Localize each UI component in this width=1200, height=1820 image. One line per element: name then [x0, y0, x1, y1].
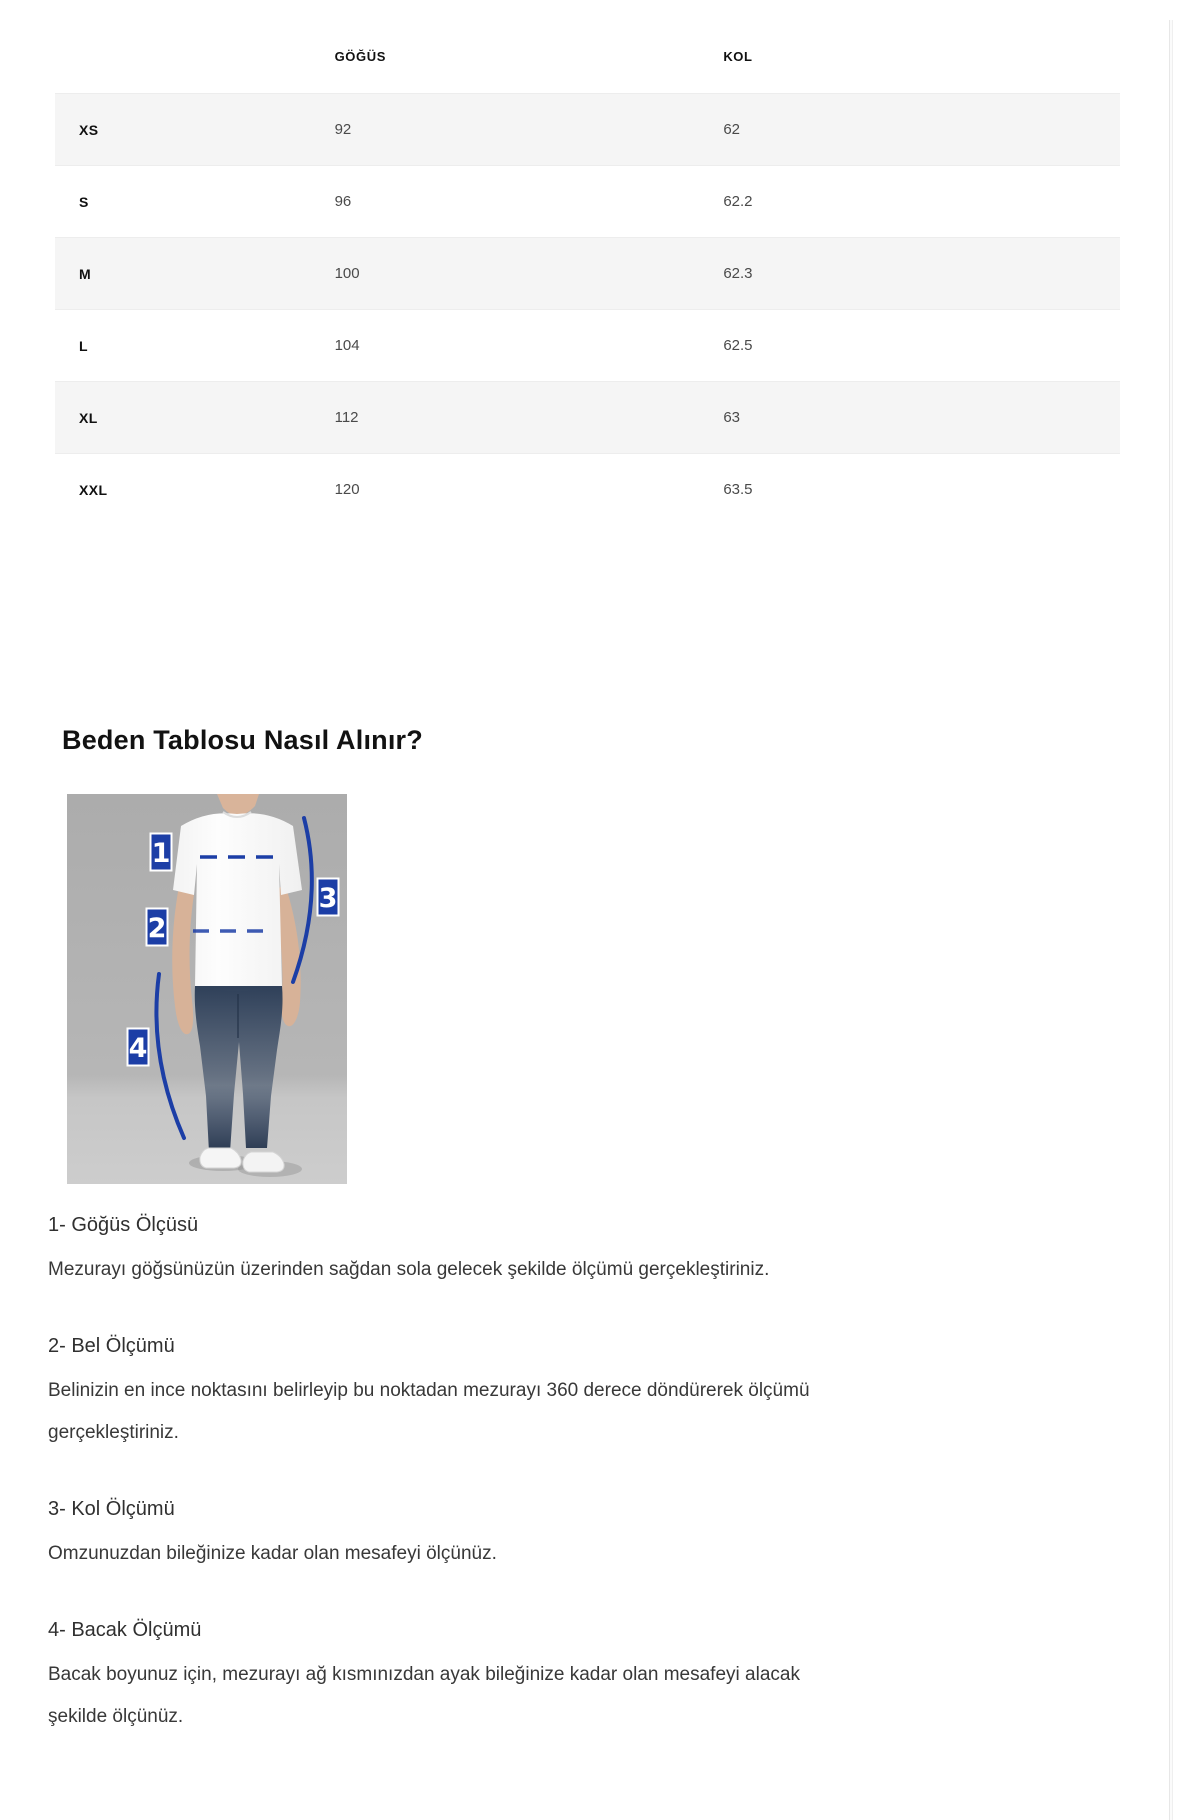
size-cell: M [79, 265, 92, 282]
section-title: 4- Bacak Ölçümü [48, 1619, 202, 1641]
table-row [55, 93, 1120, 165]
table-row [55, 237, 1120, 309]
instruction-section-chest [48, 1214, 1200, 1291]
measurement-instructions [48, 1214, 1200, 1738]
instruction-section-waist [48, 1335, 1200, 1454]
size-guide-page [0, 20, 1200, 1820]
size-table [55, 20, 1120, 525]
chest-cell: 96 [334, 193, 352, 210]
marker-3-badge [318, 879, 339, 916]
table-row [55, 453, 1120, 525]
table-row [55, 381, 1120, 453]
table-row [55, 165, 1120, 237]
chest-cell: 92 [334, 121, 352, 138]
arm-cell: 63.5 [723, 481, 753, 498]
arm-cell: 63 [723, 409, 740, 426]
marker-4-badge [128, 1029, 149, 1066]
marker-2-label: 2 [147, 913, 167, 944]
section-title: 1- Göğüs Ölçüsü [48, 1214, 199, 1236]
section-text-line: gerçekleştiriniz. [48, 1422, 179, 1443]
section-title: 3- Kol Ölçümü [48, 1498, 175, 1520]
section-title: 2- Bel Ölçümü [48, 1335, 175, 1357]
scrollbar[interactable] [1169, 20, 1173, 1820]
chest-cell: 112 [334, 409, 359, 426]
arm-cell: 62.5 [723, 337, 753, 354]
chest-column-header: GÖĞÜS [334, 49, 386, 64]
size-cell: L [79, 337, 88, 354]
table-row [55, 309, 1120, 381]
arm-cell: 62 [723, 121, 740, 138]
size-cell: XS [79, 121, 99, 138]
section-text-line: Bacak boyunuz için, mezurayı ağ kısmınızdan ayak bileğinize kadar olan mesafeyi alacak [48, 1664, 800, 1685]
instruction-section-leg [48, 1619, 1200, 1738]
size-cell: XL [79, 409, 98, 426]
instruction-section-arm [48, 1498, 1200, 1575]
arm-cell: 62.3 [723, 265, 753, 282]
chest-cell: 104 [334, 337, 360, 354]
marker-2-badge [147, 909, 168, 946]
marker-1-label: 1 [151, 838, 171, 869]
section-text-line: Belinizin en ince noktasını belirleyip bu noktadan mezurayı 360 derece döndürerek ölçümü [48, 1380, 810, 1401]
size-cell: S [79, 193, 89, 210]
arm-column-header: KOL [723, 49, 753, 64]
section-text-line: Omzunuzdan bileğinize kadar olan mesafeyi ölçünüz. [48, 1543, 497, 1564]
marker-1-badge [151, 834, 172, 871]
marker-3-label: 3 [318, 883, 338, 914]
chest-cell: 100 [334, 265, 360, 282]
marker-4-label: 4 [128, 1033, 148, 1064]
section-text-line: Mezurayı göğsünüzün üzerinden sağdan sola gelecek şekilde ölçümü gerçekleştiriniz. [48, 1259, 770, 1280]
chest-cell: 120 [334, 481, 360, 498]
arm-cell: 62.2 [723, 193, 753, 210]
size-cell: XXL [79, 481, 108, 498]
page-title: Beden Tablosu Nasıl Alınır? [62, 725, 423, 755]
section-text-line: şekilde ölçünüz. [48, 1706, 184, 1727]
measurement-figure-image [67, 794, 347, 1184]
size-table-header-row [55, 20, 1120, 93]
